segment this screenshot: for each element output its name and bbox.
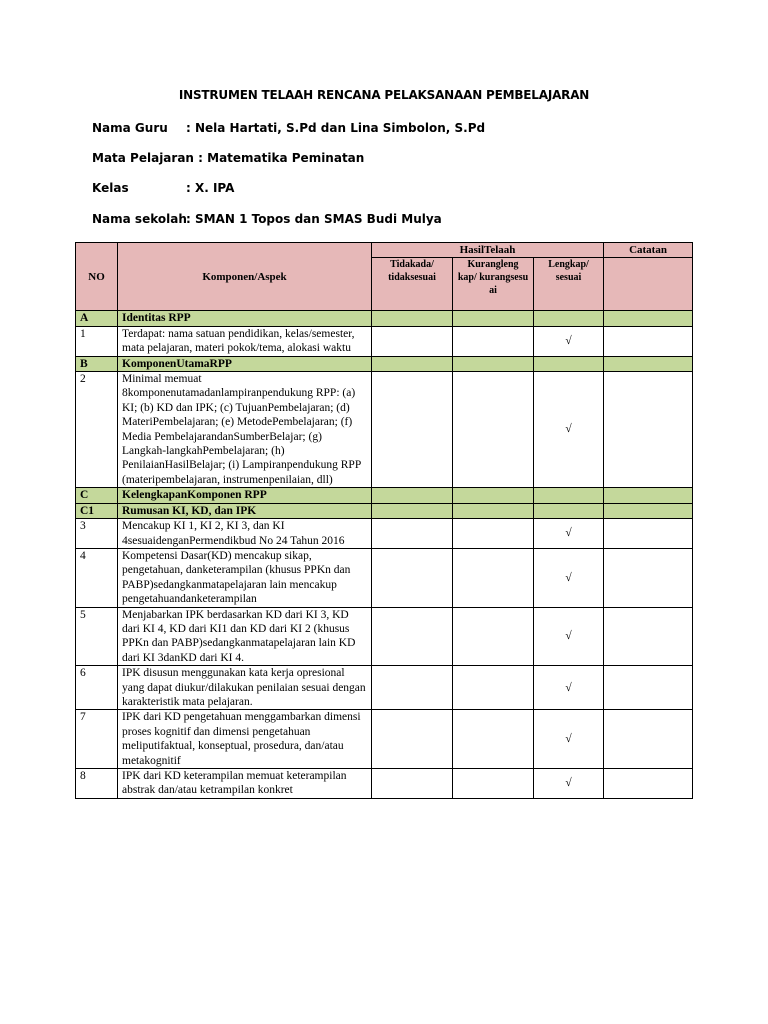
table-row [76, 326, 693, 356]
row-aspect-text: Menjabarkan IPK berdasarkan KD dari KI 3, KD dari KI 4, KD dari KI1 dan KD dari KI 2 (khusus PPKn dan PABP)sedangkanmatapelajaran lain KD dari KI 3danKD dari KI 4. [118, 607, 372, 666]
cell-lengkap-sesuai [534, 488, 604, 503]
cell-tidak-sesuai [372, 326, 453, 356]
cell-catatan [604, 710, 693, 769]
check-mark: √ [565, 681, 572, 694]
cell-lengkap-sesuai [534, 503, 604, 518]
info-value: : Nela Hartati, S.Pd dan Lina Simbolon, S.Pd [186, 121, 486, 135]
cell-kurang-lengkap [453, 548, 534, 607]
row-number: C1 [76, 503, 118, 518]
info-value: : SMAN 1 Topos dan SMAS Budi Mulya [186, 212, 442, 226]
cell-lengkap-sesuai [534, 356, 604, 371]
cell-tidak-sesuai [372, 607, 453, 666]
row-aspect-text: Terdapat: nama satuan pendidikan, kelas/semester, mata pelajaran, materi pokok/tema, alokasi waktu [118, 326, 372, 356]
cell-catatan [604, 519, 693, 549]
check-mark: √ [565, 777, 572, 790]
check-mark: √ [565, 527, 572, 540]
info-value: : Matematika Peminatan [198, 151, 365, 165]
cell-kurang-lengkap [453, 666, 534, 710]
header-tidak-sesuai: Tidakada/ tidaksesuai [372, 258, 453, 311]
cell-lengkap-sesuai [534, 311, 604, 326]
cell-catatan [604, 607, 693, 666]
cell-catatan [604, 311, 693, 326]
cell-tidak-sesuai [372, 503, 453, 518]
cell-kurang-lengkap [453, 356, 534, 371]
info-kelas [92, 181, 234, 195]
cell-kurang-lengkap [453, 607, 534, 666]
cell-catatan [604, 356, 693, 371]
row-aspect-text: IPK dari KD pengetahuan menggambarkan dimensi proses kognitif dan dimensi pengetahuan meliputifaktual, konseptual, prosedura, dan/atau metakognitif [118, 710, 372, 769]
section-row [76, 488, 693, 503]
document-title: INSTRUMEN TELAAH RENCANA PELAKSANAAN PEMBELAJARAN [178, 88, 590, 102]
section-row [76, 356, 693, 371]
table-row [76, 666, 693, 710]
cell-lengkap-sesuai [534, 326, 604, 356]
cell-tidak-sesuai [372, 666, 453, 710]
row-aspect-text: Kompetensi Dasar(KD) mencakup sikap, pengetahuan, danketerampilan (khusus PPKn dan PABP)sedangkanmatapelajaran lain mencakup pengetahuandanketerampilan [118, 548, 372, 607]
row-number: 7 [76, 710, 118, 769]
table-row [76, 372, 693, 488]
header-kurang-lengkap: Kurangleng kap/ kurangsesu ai [453, 258, 534, 311]
info-label: Kelas [92, 181, 129, 195]
section-row [76, 311, 693, 326]
row-number: 1 [76, 326, 118, 356]
row-number: 2 [76, 372, 118, 488]
cell-catatan [604, 503, 693, 518]
info-label: Nama Guru [92, 121, 168, 135]
row-aspect-text: Minimal memuat 8komponenutamadanlampiranpendukung RPP: (a) KI; (b) KD dan IPK; (c) TujuanPembelajaran; (d) MateriPembelajaran; (e) MetodePembelajaran; (f) Media PembelajarandanSumberBelajar; (g) Langkah-langkahPembelajaran; (h) PenilaianHasilBelajar; (i) Lampiranpendukung RPP (materipembelajaran, instrumenpenilaian, dll) [118, 372, 372, 488]
cell-catatan [604, 326, 693, 356]
info-nama-sekolah [92, 212, 442, 226]
row-number: B [76, 356, 118, 371]
cell-kurang-lengkap [453, 326, 534, 356]
cell-kurang-lengkap [453, 710, 534, 769]
check-mark: √ [565, 571, 572, 584]
cell-tidak-sesuai [372, 488, 453, 503]
cell-kurang-lengkap [453, 519, 534, 549]
header-lengkap-sesuai: Lengkap/ sesuai [534, 258, 604, 311]
table-body [76, 311, 693, 798]
header-komponen: Komponen/Aspek [118, 243, 372, 311]
section-row [76, 503, 693, 518]
cell-tidak-sesuai [372, 372, 453, 488]
cell-catatan [604, 666, 693, 710]
info-label: Mata Pelajaran [92, 151, 194, 165]
check-mark: √ [565, 423, 572, 436]
table-row [76, 519, 693, 549]
section-title: Identitas RPP [118, 311, 372, 326]
cell-kurang-lengkap [453, 372, 534, 488]
cell-kurang-lengkap [453, 488, 534, 503]
section-title: Rumusan KI, KD, dan IPK [118, 503, 372, 518]
section-title: KelengkapanKomponen RPP [118, 488, 372, 503]
info-nama-guru [92, 121, 485, 135]
cell-tidak-sesuai [372, 710, 453, 769]
cell-lengkap-sesuai [534, 519, 604, 549]
cell-lengkap-sesuai [534, 548, 604, 607]
row-number: 5 [76, 607, 118, 666]
row-number: C [76, 488, 118, 503]
table-row [76, 769, 693, 799]
row-aspect-text: Mencakup KI 1, KI 2, KI 3, dan KI 4sesuaidenganPermendikbud No 24 Tahun 2016 [118, 519, 372, 549]
cell-catatan [604, 372, 693, 488]
table-row [76, 548, 693, 607]
cell-catatan [604, 769, 693, 799]
cell-tidak-sesuai [372, 548, 453, 607]
cell-tidak-sesuai [372, 356, 453, 371]
info-mata-pelajaran [92, 151, 364, 165]
row-number: 8 [76, 769, 118, 799]
info-label: Nama sekolah [92, 212, 187, 226]
check-mark: √ [565, 732, 572, 745]
section-title: KomponenUtamaRPP [118, 356, 372, 371]
cell-tidak-sesuai [372, 769, 453, 799]
cell-lengkap-sesuai [534, 607, 604, 666]
cell-kurang-lengkap [453, 311, 534, 326]
cell-lengkap-sesuai [534, 372, 604, 488]
telaah-table [75, 242, 693, 799]
row-number: 4 [76, 548, 118, 607]
info-value: : X. IPA [186, 181, 235, 195]
row-aspect-text: IPK disusun menggunakan kata kerja opresional yang dapat diukur/dilakukan penilaian sesuai dengan karakteristik mata pelajaran. [118, 666, 372, 710]
cell-kurang-lengkap [453, 503, 534, 518]
row-number: 6 [76, 666, 118, 710]
row-number: A [76, 311, 118, 326]
cell-kurang-lengkap [453, 769, 534, 799]
header-hasil-telaah: HasilTelaah [372, 243, 604, 258]
cell-catatan [604, 488, 693, 503]
table-row [76, 607, 693, 666]
cell-tidak-sesuai [372, 519, 453, 549]
cell-lengkap-sesuai [534, 710, 604, 769]
cell-lengkap-sesuai [534, 769, 604, 799]
header-no: NO [76, 243, 118, 311]
header-catatan: Catatan [604, 243, 693, 258]
table-row [76, 710, 693, 769]
row-aspect-text: IPK dari KD keterampilan memuat keterampilan abstrak dan/atau ketrampilan konkret [118, 769, 372, 799]
row-number: 3 [76, 519, 118, 549]
cell-tidak-sesuai [372, 311, 453, 326]
cell-catatan [604, 548, 693, 607]
cell-lengkap-sesuai [534, 666, 604, 710]
check-mark: √ [565, 335, 572, 348]
header-catatan-blank [604, 258, 693, 311]
check-mark: √ [565, 630, 572, 643]
